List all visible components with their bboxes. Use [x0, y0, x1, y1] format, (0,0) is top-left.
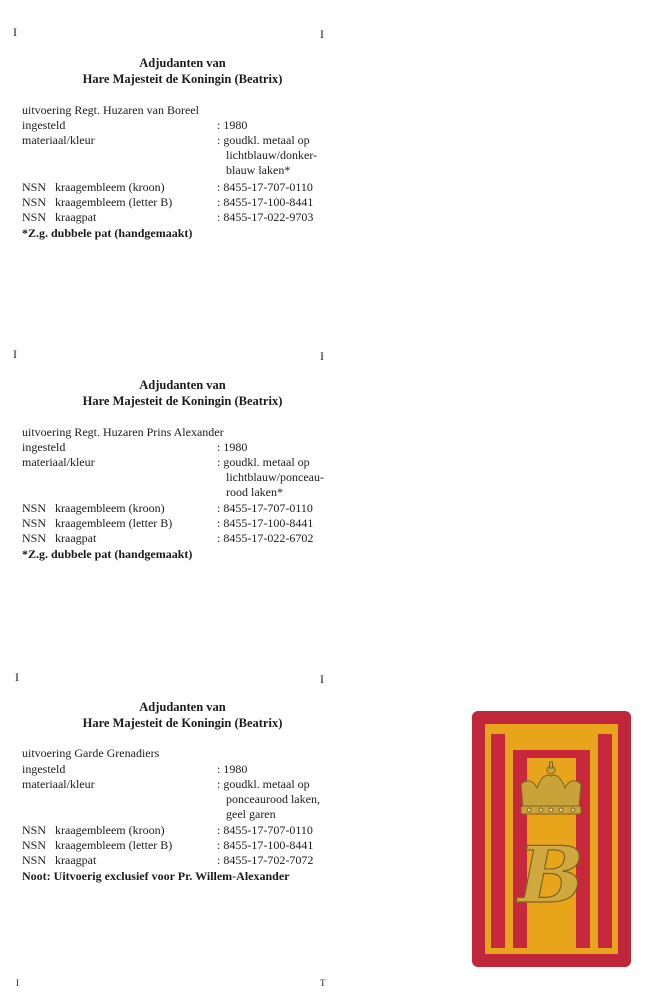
- nsn-value-1: : 8455-17-707-0110: [217, 823, 313, 837]
- title-line-1: Adjudanten van: [139, 700, 226, 714]
- ingesteld-value: : 1980: [217, 440, 248, 454]
- title-line-2: Hare Majesteit de Koningin (Beatrix): [82, 716, 283, 730]
- nsn-prefix-3: NSN: [22, 853, 47, 867]
- section-title: [20, 377, 345, 409]
- section-title: [20, 699, 345, 731]
- nsn-value-2: : 8455-17-100-8441: [217, 838, 314, 852]
- uitvoering: uitvoering Regt. Huzaren Prins Alexander: [22, 425, 224, 439]
- nsn-prefix-1: NSN: [22, 180, 47, 194]
- corner-mark-left: I: [15, 670, 19, 684]
- nsn-label-1: kraagembleem (kroon): [55, 823, 165, 837]
- materiaal-line-1: : goudkl. metaal op: [217, 455, 310, 469]
- nsn-prefix-2: NSN: [22, 838, 47, 852]
- title-line-1: Adjudanten van: [139, 378, 226, 392]
- collar-patch-crown-letter-b-icon: [471, 710, 632, 968]
- nsn-label-2: kraagembleem (letter B): [55, 195, 173, 209]
- nsn-prefix-2: NSN: [22, 195, 47, 209]
- title-line-2: Hare Majesteit de Koningin (Beatrix): [82, 394, 283, 408]
- nsn-label-1: kraagembleem (kroon): [55, 501, 165, 515]
- nsn-prefix-1: NSN: [22, 823, 47, 837]
- section-2: [0, 323, 670, 653]
- materiaal-label: materiaal/kleur: [22, 777, 95, 791]
- nsn-label-3: kraagpat: [55, 853, 97, 867]
- title-line-1: Adjudanten van: [139, 56, 226, 70]
- nsn-label-2: kraagembleem (letter B): [55, 838, 173, 852]
- corner-mark-left: I: [13, 25, 17, 39]
- title-line-2: Hare Majesteit de Koningin (Beatrix): [82, 72, 283, 86]
- ingesteld-value: : 1980: [217, 762, 248, 776]
- svg-text:B: B: [518, 830, 584, 921]
- materiaal-label: materiaal/kleur: [22, 455, 95, 469]
- nsn-label-3: kraagpat: [55, 531, 97, 545]
- corner-mark-right: I: [320, 27, 324, 41]
- nsn-label-3: kraagpat: [55, 210, 97, 224]
- nsn-label-1: kraagembleem (kroon): [55, 180, 165, 194]
- bottom-mark-left: I: [16, 978, 19, 988]
- nsn-value-2: : 8455-17-100-8441: [217, 516, 314, 530]
- materiaal-label: materiaal/kleur: [22, 133, 95, 147]
- ingesteld-label: ingesteld: [22, 440, 66, 454]
- nsn-prefix-1: NSN: [22, 501, 47, 515]
- nsn-value-1: : 8455-17-707-0110: [217, 180, 313, 194]
- nsn-prefix-3: NSN: [22, 210, 47, 224]
- section-note: *Z.g. dubbele pat (handgemaakt): [22, 547, 193, 561]
- nsn-prefix-2: NSN: [22, 516, 47, 530]
- uitvoering: uitvoering Regt. Huzaren van Boreel: [22, 103, 199, 117]
- corner-mark-right: I: [320, 672, 324, 686]
- materiaal-line-3: rood laken*: [226, 485, 283, 499]
- materiaal-line-2: lichtblauw/donker-: [226, 148, 318, 162]
- materiaal-line-3: geel garen: [226, 807, 276, 821]
- section-1: [0, 0, 670, 330]
- nsn-value-1: : 8455-17-707-0110: [217, 501, 313, 515]
- nsn-value-3: : 8455-17-022-9703: [217, 210, 314, 224]
- corner-mark-right: I: [320, 349, 324, 363]
- section-note: *Z.g. dubbele pat (handgemaakt): [22, 226, 193, 240]
- section-note: Noot: Uitvoerig exclusief voor Pr. Willem-Alexander: [22, 869, 290, 883]
- materiaal-line-1: : goudkl. metaal op: [217, 777, 310, 791]
- nsn-value-3: : 8455-17-022-6702: [217, 531, 314, 545]
- nsn-label-2: kraagembleem (letter B): [55, 516, 173, 530]
- ingesteld-label: ingesteld: [22, 762, 66, 776]
- section-title: [20, 55, 345, 87]
- nsn-value-2: : 8455-17-100-8441: [217, 195, 314, 209]
- uitvoering: uitvoering Garde Grenadiers: [22, 746, 160, 760]
- materiaal-line-3: blauw laken*: [226, 163, 291, 177]
- ingesteld-label: ingesteld: [22, 118, 66, 132]
- ingesteld-value: : 1980: [217, 118, 248, 132]
- nsn-prefix-3: NSN: [22, 531, 47, 545]
- bottom-mark-right: T: [320, 978, 326, 988]
- nsn-value-3: : 8455-17-702-7072: [217, 853, 314, 867]
- materiaal-line-1: : goudkl. metaal op: [217, 133, 310, 147]
- materiaal-line-2: lichtblauw/ponceau-: [226, 470, 324, 484]
- corner-mark-left: I: [13, 347, 17, 361]
- materiaal-line-2: ponceaurood laken,: [226, 792, 320, 806]
